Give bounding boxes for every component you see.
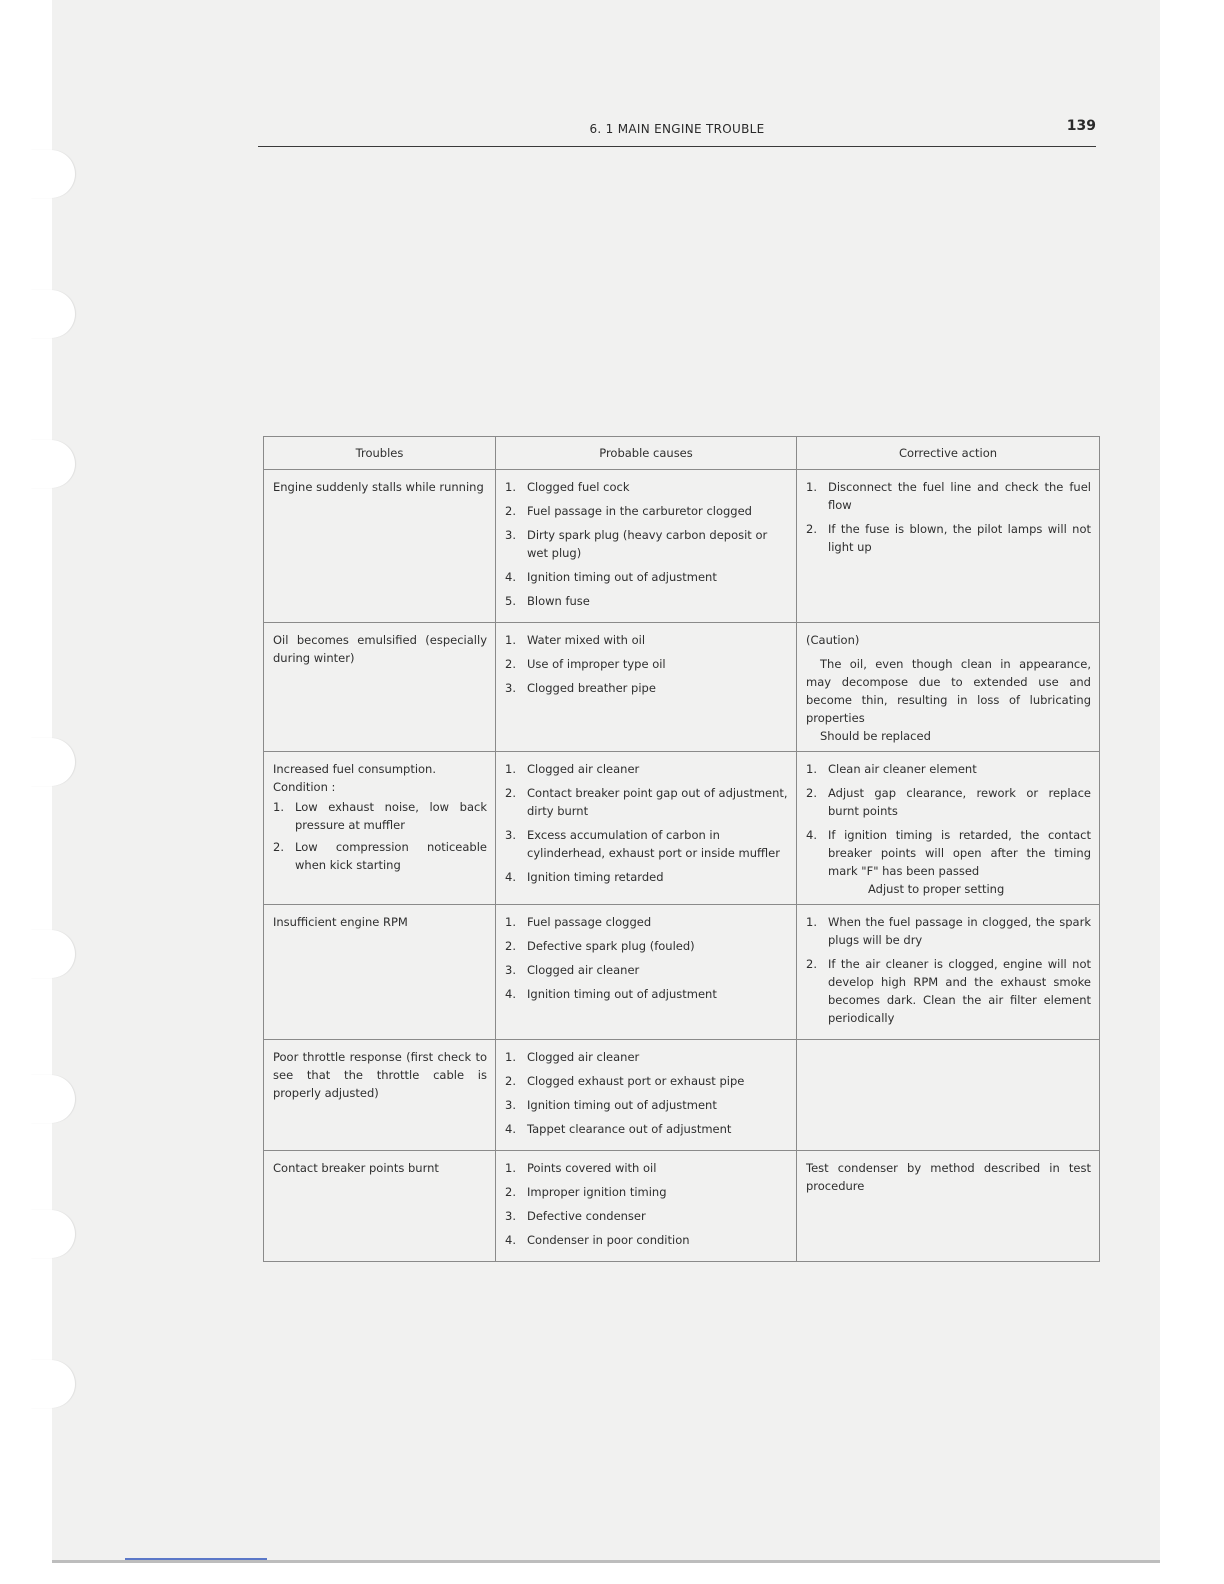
list-item: 1. Clogged fuel cock: [505, 480, 630, 494]
column-header-action: Corrective action: [797, 437, 1100, 470]
list-item: 1. Clogged air cleaner: [505, 1050, 640, 1064]
list-item: 3. Clogged air cleaner: [505, 963, 640, 977]
section-title: 6. 1 MAIN ENGINE TROUBLE: [589, 122, 765, 136]
list-item: 2. Use of improper type oil: [505, 657, 666, 671]
column-header-causes: Probable causes: [496, 437, 797, 470]
trouble-table: [263, 436, 1100, 1262]
causes-cell: [496, 752, 797, 905]
action-text: Test condenser by method described in test procedure: [806, 1161, 1091, 1193]
list-item: 3. Ignition timing out of adjustment: [505, 1098, 717, 1112]
actions-list: [806, 478, 1091, 556]
action-cell: [797, 752, 1100, 905]
causes-cell: [496, 470, 797, 623]
list-item: 1. Fuel passage clogged: [505, 915, 652, 929]
list-item: 4. Ignition timing out of adjustment: [505, 570, 717, 584]
column-header-troubles: Troubles: [264, 437, 496, 470]
list-item: 1. Low exhaust noise, low back pressure at muffler: [273, 800, 487, 832]
list-item: 2. Contact breaker point gap out of adjustment, dirty burnt: [505, 786, 788, 818]
causes-list: [505, 1048, 788, 1138]
caution-text: The oil, even though clean in appearance, may decompose due to extended use and become thin, resulting in loss of lubricating properties: [806, 657, 1091, 725]
list-item: 4. Ignition timing retarded: [505, 870, 664, 884]
causes-cell: [496, 1040, 797, 1151]
trouble-text: Oil becomes emulsified (especially during winter): [273, 633, 487, 665]
table-row: [264, 1040, 1100, 1151]
list-item: 2. Clogged exhaust port or exhaust pipe: [505, 1074, 745, 1088]
list-item: 4. Condenser in poor condition: [505, 1233, 690, 1247]
trouble-cell: [264, 1040, 496, 1151]
list-item: 1. Water mixed with oil: [505, 633, 646, 647]
trouble-title: Increased fuel consumption.: [273, 762, 436, 776]
list-item: 2. If the air cleaner is clogged, engine will not develop high RPM and the exhaust smoke becomes dark. Clean the air filter element periodically: [806, 957, 1091, 1025]
table-row: [264, 1151, 1100, 1262]
causes-list: [505, 1159, 788, 1249]
causes-cell: [496, 623, 797, 752]
trouble-text: Engine suddenly stalls while running: [273, 480, 484, 494]
causes-list: [505, 913, 788, 1003]
list-item: 3. Clogged breather pipe: [505, 681, 656, 695]
page-bottom-edge: [52, 1560, 1160, 1563]
trouble-condition-label: Condition :: [273, 780, 336, 794]
page-number: 139: [1066, 118, 1096, 134]
action-cell: [797, 623, 1100, 752]
list-item: 4. If ignition timing is retarded, the contact breaker points will open after the timing mark "F" has been passed Adjust to proper setting: [806, 828, 1091, 896]
causes-cell: [496, 905, 797, 1040]
list-item: 1. When the fuel passage in clogged, the spark plugs will be dry: [806, 915, 1091, 947]
table-row: [264, 623, 1100, 752]
list-item: 3. Dirty spark plug (heavy carbon deposit or wet plug): [505, 528, 768, 560]
action-cell: [797, 1151, 1100, 1262]
list-item: 2. Improper ignition timing: [505, 1185, 667, 1199]
trouble-text: Poor throttle response (first check to see that the throttle cable is properly adjusted): [273, 1050, 487, 1100]
caution-label: (Caution): [806, 633, 860, 647]
causes-list: [505, 631, 788, 697]
trouble-cell: [264, 1151, 496, 1262]
action-cell: [797, 1040, 1100, 1151]
causes-list: [505, 478, 788, 610]
list-item: 3. Excess accumulation of carbon in cylinderhead, exhaust port or inside muffler: [505, 828, 780, 860]
list-item: 2. If the fuse is blown, the pilot lamps will not light up: [806, 522, 1091, 554]
conditions-list: [273, 798, 487, 874]
actions-list: [806, 913, 1091, 1027]
action-cell: [797, 905, 1100, 1040]
list-item: 1. Points covered with oil: [505, 1161, 657, 1175]
page-header: [258, 118, 1096, 147]
table-row: [264, 905, 1100, 1040]
causes-cell: [496, 1151, 797, 1262]
list-item: 3. Defective condenser: [505, 1209, 646, 1223]
list-item: 4. Ignition timing out of adjustment: [505, 987, 717, 1001]
table-row: [264, 752, 1100, 905]
actions-list: [806, 760, 1091, 898]
list-item: 2. Low compression noticeable when kick starting: [273, 840, 487, 872]
caution-tail: Should be replaced: [820, 729, 931, 743]
page-bottom-accent: [125, 1558, 267, 1560]
list-item: 1. Clogged air cleaner: [505, 762, 640, 776]
list-item: 2. Defective spark plug (fouled): [505, 939, 695, 953]
list-item: 1. Clean air cleaner element: [806, 762, 977, 776]
list-item: 1. Disconnect the fuel line and check the fuel flow: [806, 480, 1091, 512]
list-item: 2. Adjust gap clearance, rework or replace burnt points: [806, 786, 1091, 818]
action-cell: [797, 470, 1100, 623]
trouble-cell: [264, 470, 496, 623]
trouble-cell: [264, 905, 496, 1040]
trouble-cell: [264, 752, 496, 905]
list-item: 4. Tappet clearance out of adjustment: [505, 1122, 732, 1136]
trouble-text: Contact breaker points burnt: [273, 1161, 439, 1175]
list-item: 2. Fuel passage in the carburetor clogged: [505, 504, 752, 518]
trouble-text: Insufficient engine RPM: [273, 915, 408, 929]
list-item: 5. Blown fuse: [505, 594, 590, 608]
trouble-cell: [264, 623, 496, 752]
table-row: [264, 470, 1100, 623]
table-header-row: [264, 437, 1100, 470]
action-tail: Adjust to proper setting: [868, 882, 1005, 896]
causes-list: [505, 760, 788, 886]
